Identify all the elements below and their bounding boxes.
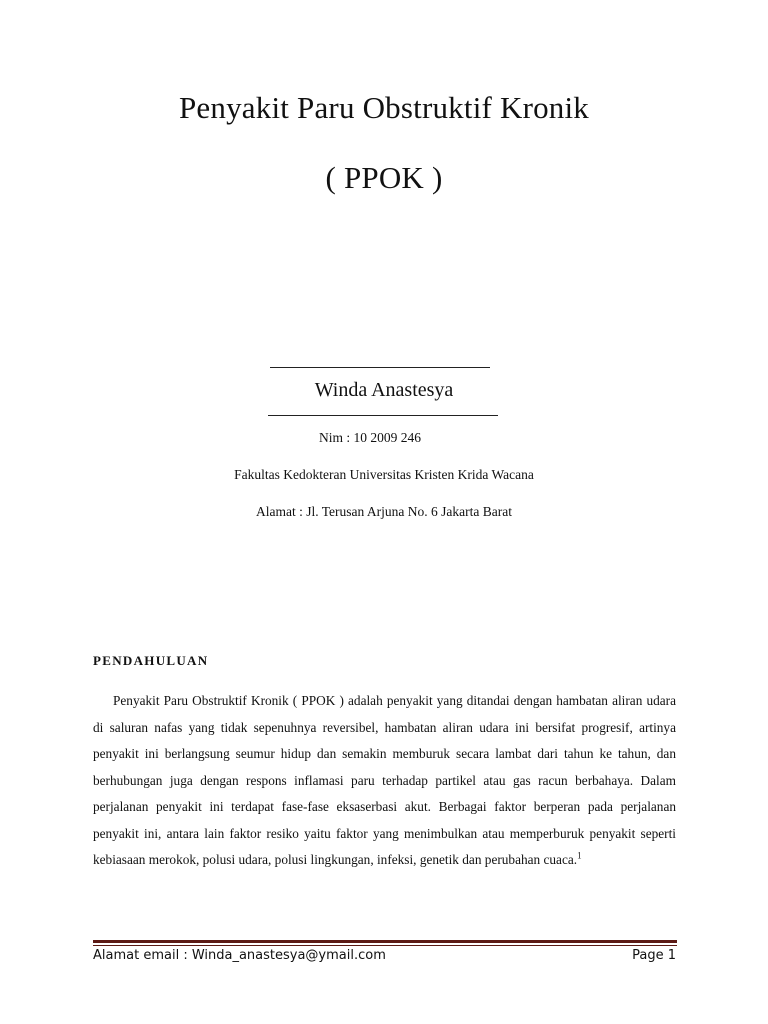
paragraph-text: Penyakit Paru Obstruktif Kronik ( PPOK ) adalah penyakit yang ditandai dengan hambatan aliran udara di saluran nafas yang tidak sepenuhnya reversibel, hambatan aliran udara ini bersifat progresif, artinya penyakit ini berlangsung seumur hidup dan semakin memburuk secara lambat dari tahun ke tahun, dan berhubungan juga dengan respons inflamasi paru terhadap partikel atau gas racun berbahaya. Dalam perjalanan penyakit ini terdapat fase-fase eksaserbasi akut. Berbagai faktor berperan pada perjalanan penyakit ini, antara lain faktor resiko yaitu faktor yang menimbulkan atau memperburuk penyakit seperti kebiasaan merokok, polusi udara, polusi lingkungan, infeksi, genetik dan perubahan cuaca. (93, 693, 676, 867)
footer-email: Alamat email : Winda_anastesya@ymail.com (93, 948, 386, 963)
footnote-reference[interactable]: 1 (577, 850, 582, 861)
page-number: Page 1 (632, 948, 676, 963)
author-address: Alamat : Jl. Terusan Arjuna No. 6 Jakarta Barat (256, 504, 512, 519)
author-rule-top (270, 367, 490, 368)
author-name: Winda Anastesya (314, 379, 454, 401)
author-rule-bottom (268, 415, 498, 416)
footer-rule-thin (93, 945, 677, 946)
faculty-name: Fakultas Kedokteran Universitas Kristen Krida Wacana (234, 467, 534, 482)
document-title: Penyakit Paru Obstruktif Kronik (178, 90, 590, 125)
student-id: Nim : 10 2009 246 (318, 430, 421, 445)
section-heading: PENDAHULUAN (93, 653, 209, 668)
document-subtitle: ( PPOK ) (325, 160, 443, 195)
body-paragraph (93, 688, 676, 874)
footer-rule (93, 940, 677, 943)
